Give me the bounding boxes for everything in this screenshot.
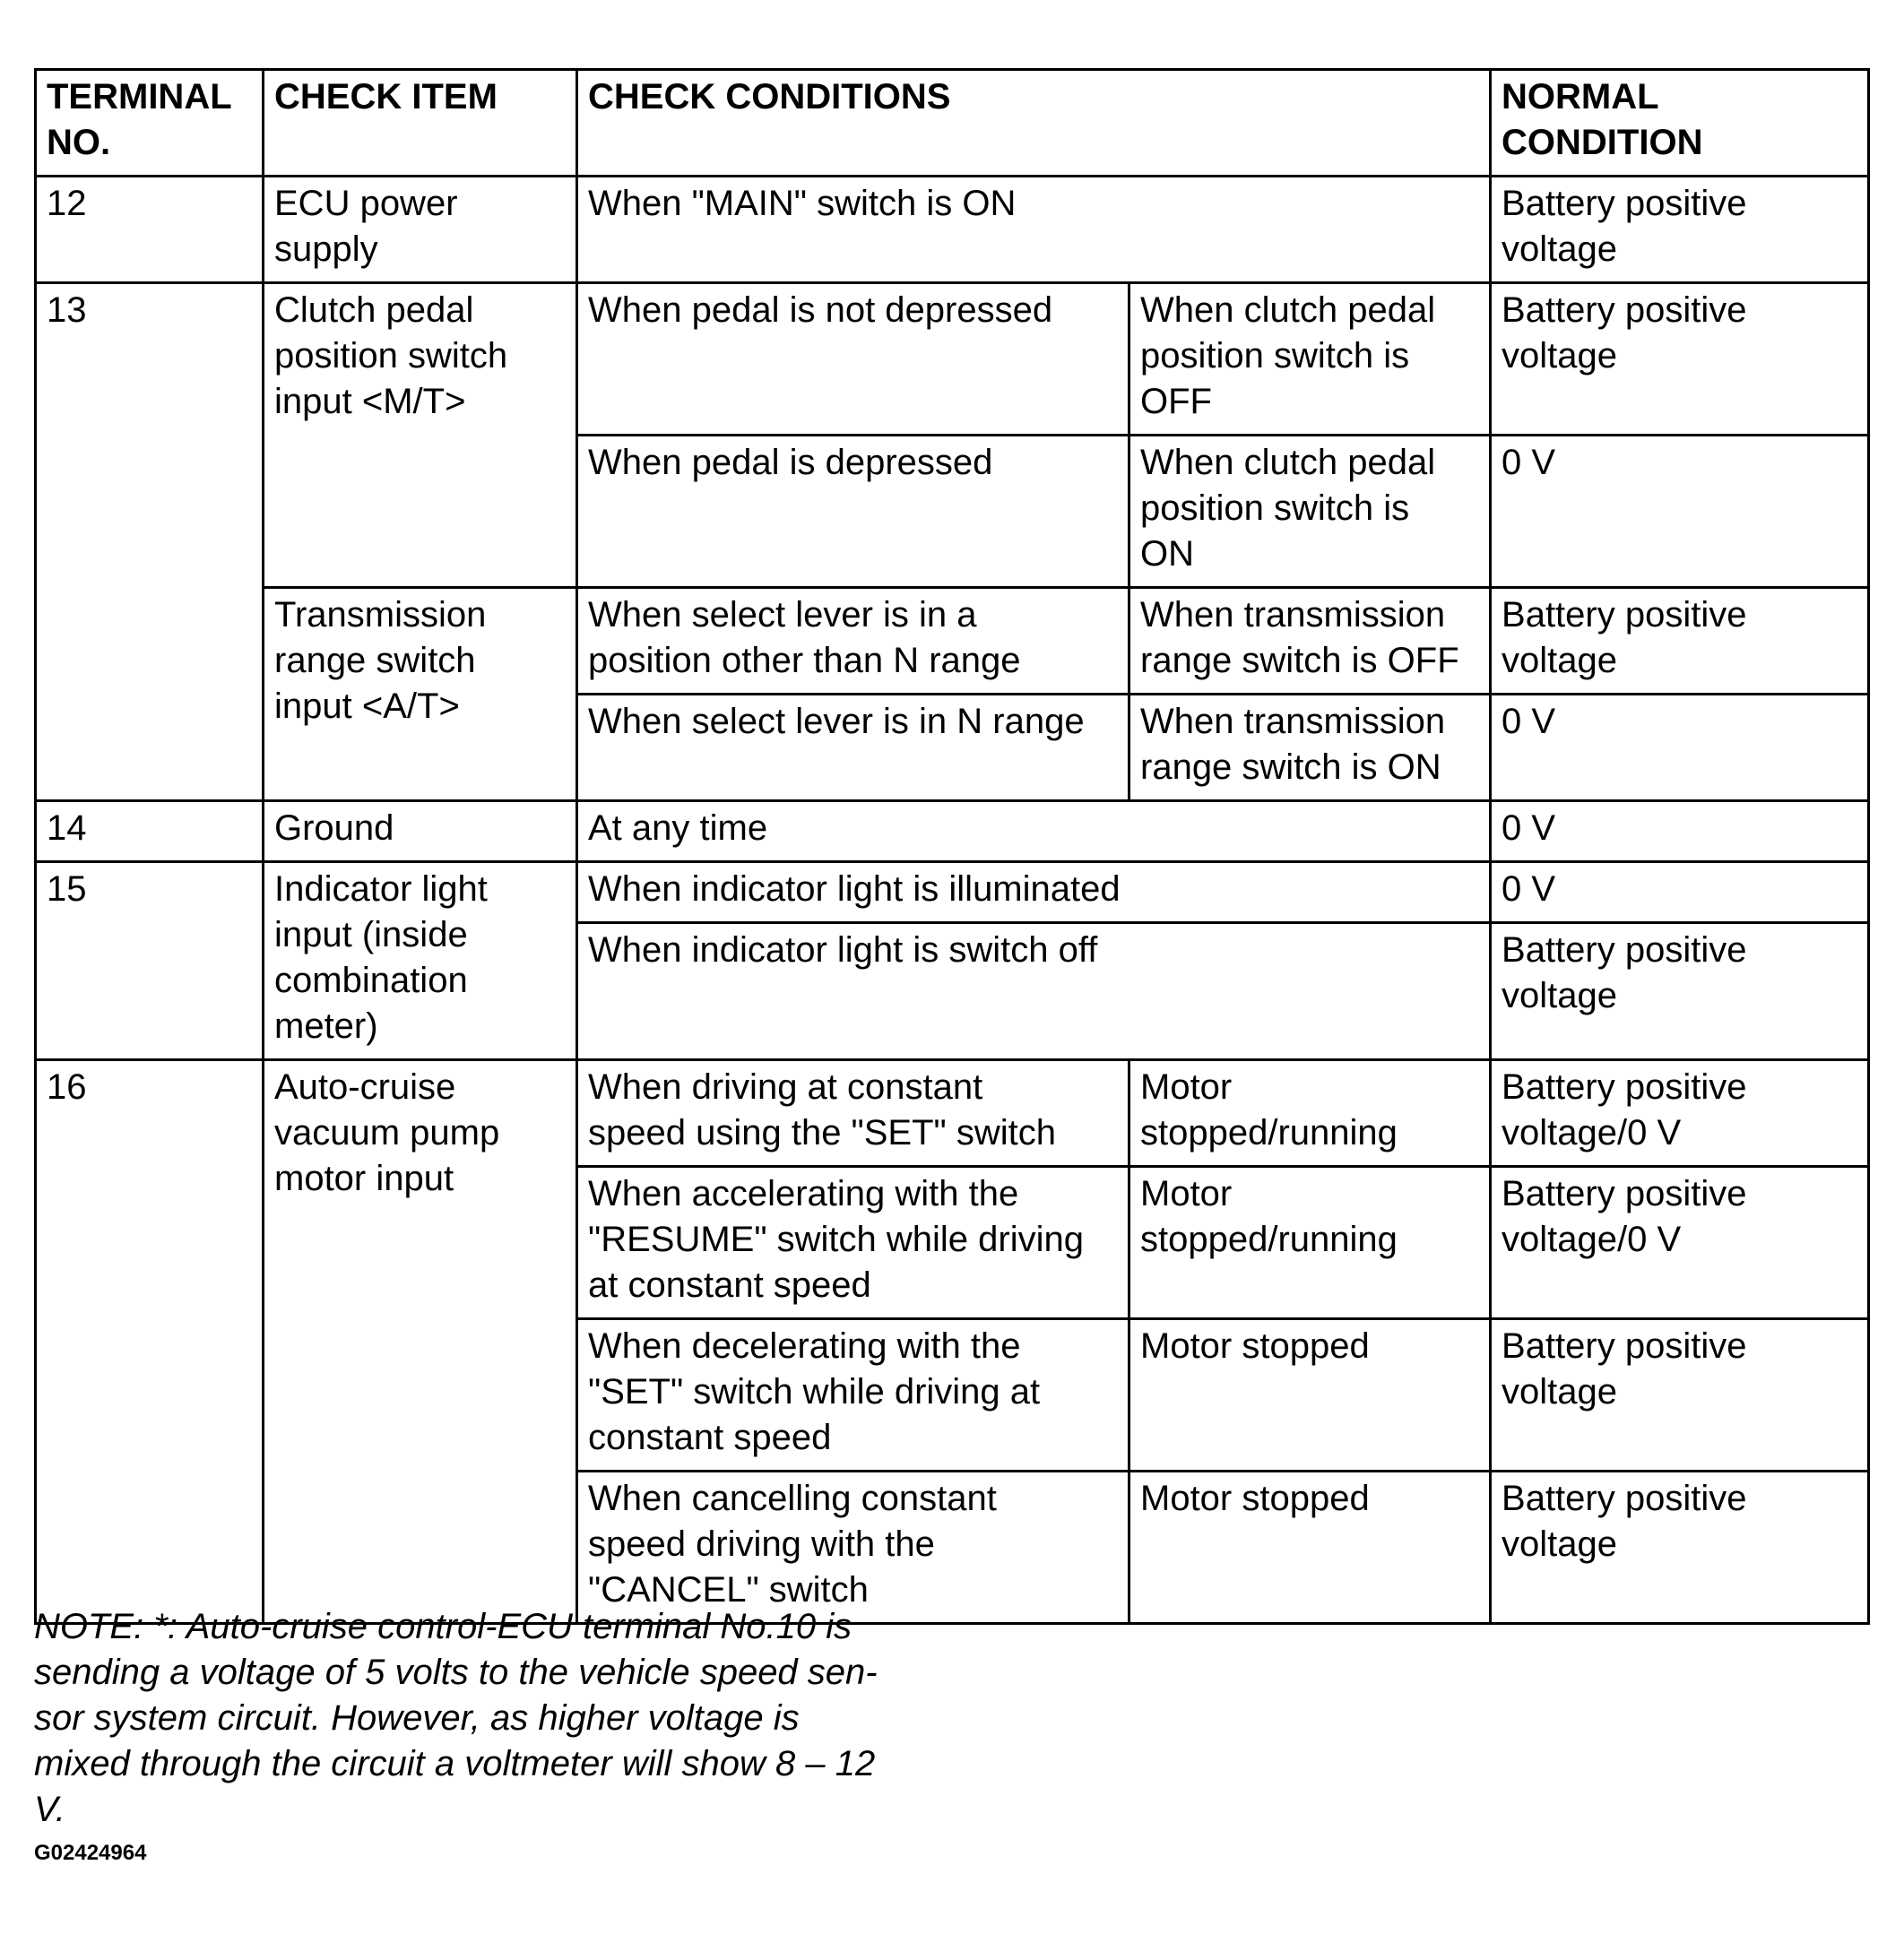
normal-condition-cell: 0 V: [1491, 862, 1869, 923]
sub-condition-cell: When transmission range switch is ON: [1129, 695, 1491, 801]
sub-condition-cell: Motor stopped: [1129, 1319, 1491, 1472]
check-condition-cell: When pedal is depressed: [577, 436, 1129, 588]
table-row: [36, 801, 1869, 862]
normal-condition-cell: 0 V: [1491, 695, 1869, 801]
check-condition-cell: When indicator light is illuminated: [577, 862, 1491, 923]
table-row: [36, 588, 1869, 695]
table-row: [36, 283, 1869, 436]
terminal-check-table: [34, 68, 1870, 1625]
table-row: [36, 862, 1869, 923]
check-condition-cell: When indicator light is switch off: [577, 923, 1491, 1060]
sub-condition-cell: Motor stopped/running: [1129, 1167, 1491, 1319]
header-check-item: CHECK ITEM: [264, 70, 577, 177]
sub-condition-cell: When clutch pedal position switch is ON: [1129, 436, 1491, 588]
terminal-cell: 14: [36, 801, 264, 862]
sub-condition-cell: When clutch pedal position switch is OFF: [1129, 283, 1491, 436]
check-item-cell: ECU power supply: [264, 177, 577, 283]
sub-condition-cell: Motor stopped/running: [1129, 1060, 1491, 1167]
normal-condition-cell: Battery positive voltage: [1491, 1472, 1869, 1624]
sub-condition-cell: Motor stopped: [1129, 1472, 1491, 1624]
normal-condition-cell: Battery positive voltage: [1491, 588, 1869, 695]
normal-condition-cell: Battery positive voltage/0 V: [1491, 1167, 1869, 1319]
header-row: [36, 70, 1869, 177]
table-row: [36, 1060, 1869, 1167]
header-normal-condition: NORMAL CONDITION: [1491, 70, 1869, 177]
normal-condition-cell: Battery positive voltage: [1491, 923, 1869, 1060]
header-check-conditions: CHECK CONDITIONS: [577, 70, 1491, 177]
normal-condition-cell: 0 V: [1491, 436, 1869, 588]
footnote: NOTE: *: Auto-cruise control-ECU terminal No.10 is sending a voltage of 5 volts to the vehicle speed sen- sor system circuit. However, as higher voltage is mixed through the circuit a voltmeter will show 8 – 12 V.: [34, 1607, 878, 1829]
header-terminal-no: TERMINAL NO.: [36, 70, 264, 177]
check-item-cell: Ground: [264, 801, 577, 862]
figure-id: G02424964: [34, 1841, 147, 1865]
check-condition-cell: When select lever is in a position other than N range: [577, 588, 1129, 695]
check-condition-cell: When select lever is in N range: [577, 695, 1129, 801]
check-condition-cell: When cancelling constant speed driving with the "CANCEL" switch: [577, 1472, 1129, 1624]
table-row: [36, 177, 1869, 283]
normal-condition-cell: Battery positive voltage: [1491, 177, 1869, 283]
check-condition-cell: When pedal is not depressed: [577, 283, 1129, 436]
check-item-cell: Clutch pedal position switch input <M/T>: [264, 283, 577, 588]
check-condition-cell: When accelerating with the "RESUME" switch while driving at constant speed: [577, 1167, 1129, 1319]
check-condition-cell: At any time: [577, 801, 1491, 862]
check-condition-cell: When decelerating with the "SET" switch while driving at constant speed: [577, 1319, 1129, 1472]
terminal-cell: 13: [36, 283, 264, 801]
check-condition-cell: When driving at constant speed using the "SET" switch: [577, 1060, 1129, 1167]
normal-condition-cell: Battery positive voltage: [1491, 283, 1869, 436]
terminal-cell: 16: [36, 1060, 264, 1624]
normal-condition-cell: 0 V: [1491, 801, 1869, 862]
terminal-cell: 15: [36, 862, 264, 1060]
normal-condition-cell: Battery positive voltage: [1491, 1319, 1869, 1472]
check-item-cell: Indicator light input (inside combination meter): [264, 862, 577, 1060]
terminal-cell: 12: [36, 177, 264, 283]
sub-condition-cell: When transmission range switch is OFF: [1129, 588, 1491, 695]
check-item-cell: Auto-cruise vacuum pump motor input: [264, 1060, 577, 1624]
normal-condition-cell: Battery positive voltage/0 V: [1491, 1060, 1869, 1167]
check-condition-cell: When "MAIN" switch is ON: [577, 177, 1491, 283]
check-item-cell: Transmission range switch input <A/T>: [264, 588, 577, 801]
